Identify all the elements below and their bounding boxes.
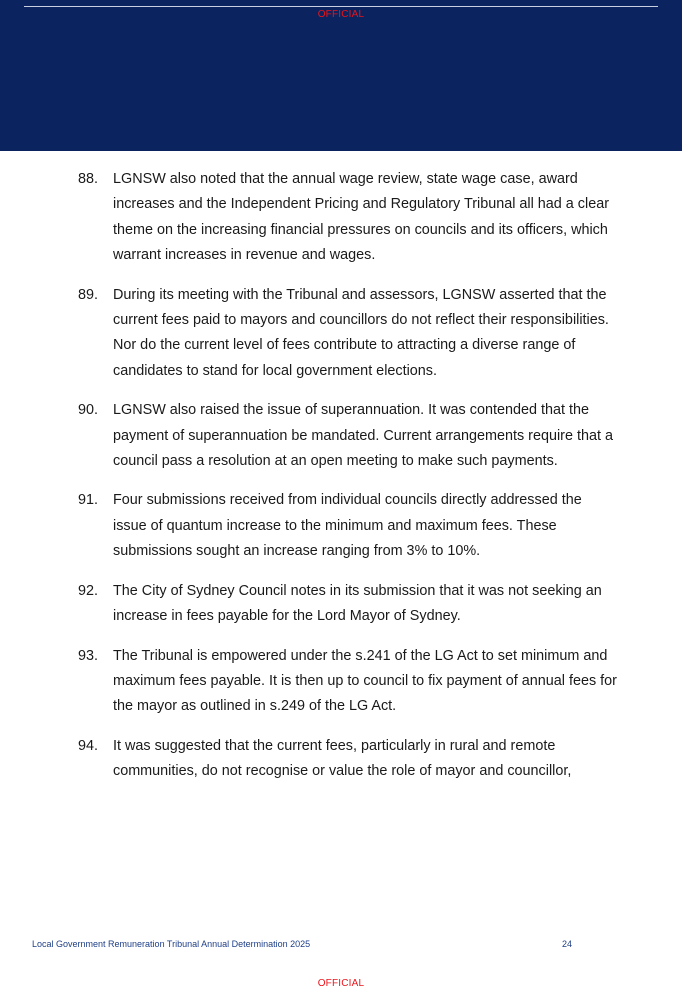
footer-page-number: 24 [562,939,573,949]
paragraph-text: Four submissions received from individual councils directly addressed the issue of quantum increase to the minimum and maximum fees. These submissions sought an increase ranging from 3% to 10%. [113,492,582,560]
paragraph-text: It was suggested that the current fees, particularly in rural and remote communities, do not recognise or value the role of mayor and councillor, [113,737,572,780]
paragraph-number: 88. [78,171,99,187]
paragraph-number: 89. [78,286,99,303]
paragraph-92 [78,579,618,630]
paragraph-94 [78,734,618,785]
header-rule [24,6,658,7]
paragraph-89 [78,283,618,385]
paragraph-number: 94. [78,737,99,754]
paragraph-number: 93. [78,647,99,664]
paragraph-93 [78,644,618,720]
paragraph-number: 90. [78,402,99,419]
paragraph-text: During its meeting with the Tribunal and assessors, LGNSW asserted that the current fees paid to mayors and councillors do not reflect their responsibilities. Nor do the current level of fees contribute to attracting a diverse range of candidates to stand for local government elections. [113,286,609,379]
document-body [78,167,618,799]
classification-marking-bottom: OFFICIAL [317,978,365,989]
classification-marking-top: OFFICIAL [317,9,365,20]
paragraph-91 [78,488,618,564]
footer-document-title: Local Government Remuneration Tribunal Annual Determination 2025 [32,939,311,949]
paragraph-text: LGNSW also raised the issue of superannuation. It was contended that the payment of superannuation be mandated. Current arrangements require that a council pass a resolution at an open meeting to make such payments. [113,402,613,470]
paragraph-text: The Tribunal is empowered under the s.241 of the LG Act to set minimum and maximum fees payable. It is then up to council to fix payment of annual fees for the mayor as outlined in s.249 of the LG Act. [113,647,617,715]
paragraph-88 [78,167,618,269]
paragraph-text: LGNSW also noted that the annual wage review, state wage case, award increases and the Independent Pricing and Regulatory Tribunal all had a clear theme on the increasing financial pressures on councils and its officers, which warrant increases in revenue and wages. [113,171,609,264]
paragraph-number: 92. [78,582,99,599]
paragraph-text: The City of Sydney Council notes in its submission that it was not seeking an increase in fees payable for the Lord Mayor of Sydney. [113,582,602,625]
paragraph-90 [78,398,618,474]
paragraph-number: 91. [78,492,99,509]
header-banner [0,0,682,151]
